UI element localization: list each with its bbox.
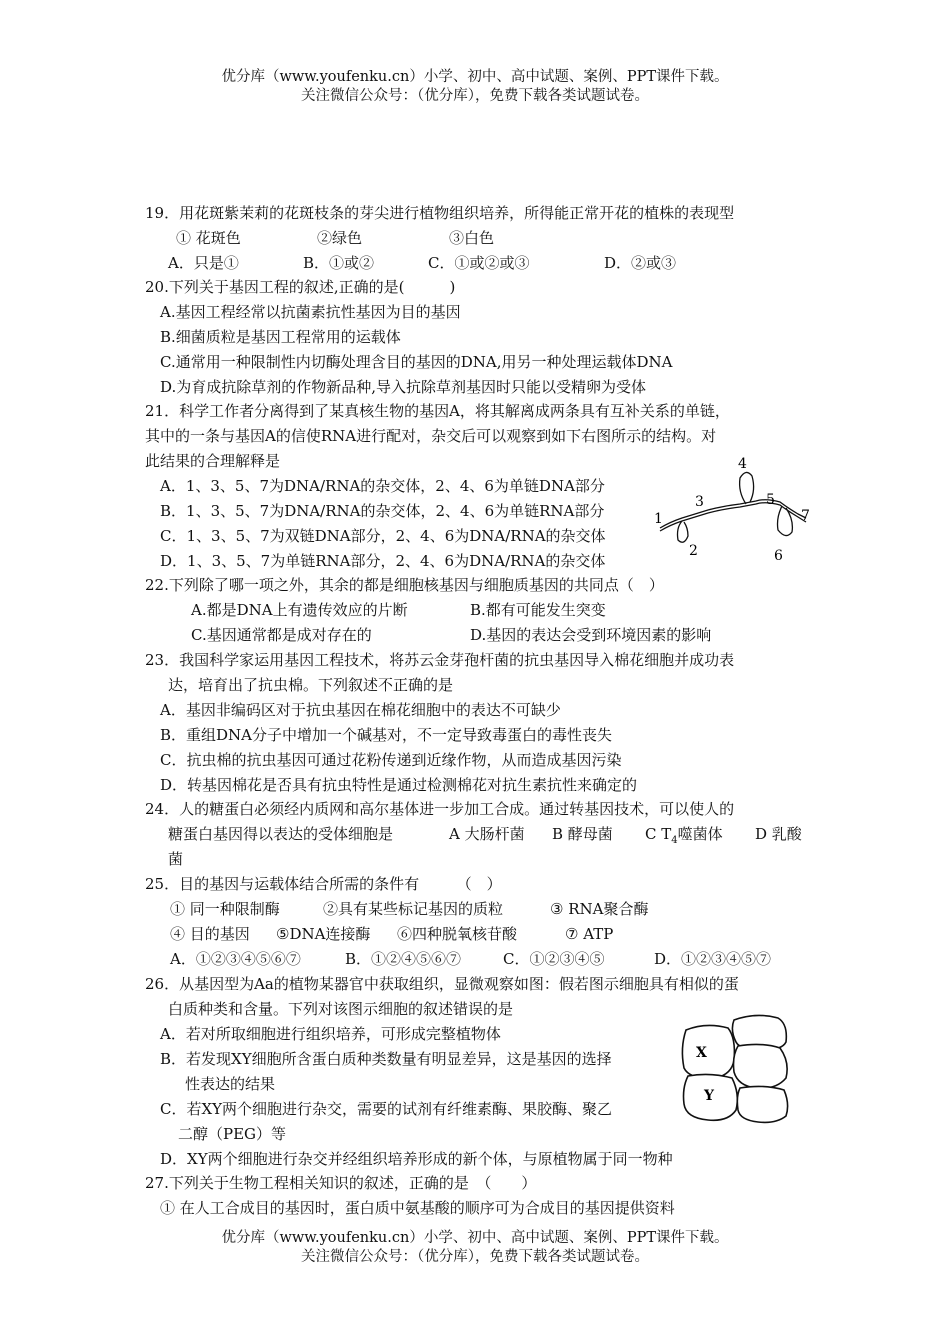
q21-option-d: D．1、3、5、7为单链RNA部分，2、4、6为DNA/RNA的杂交体 xyxy=(160,552,606,570)
q23-option-d: D．转基因棉花是否具有抗虫特性是通过检测棉花对抗生素抗性来确定的 xyxy=(160,776,638,794)
q21-stem-line-1: 21．科学工作者分离得到了某真核生物的基因A，将其解离成两条具有互补关系的单链， xyxy=(145,402,730,420)
q24-option-d-wrap: 菌 xyxy=(168,850,184,868)
q24-stem-line-2: 糖蛋白基因得以表达的受体细胞是 xyxy=(168,825,394,843)
q22-stem: 22.下列除了哪一项之外，其余的都是细胞核基因与细胞质基因的共同点（ ） xyxy=(145,576,664,594)
q19-option-d: D．②或③ xyxy=(604,254,677,272)
q21-option-c: C．1、3、5、7为双链DNA部分，2、4、6为DNA/RNA的杂交体 xyxy=(160,527,606,545)
q25-item-5: ⑤DNA连接酶 xyxy=(276,925,371,943)
figure-label-2: 2 xyxy=(689,543,698,559)
q19-item-1: ① 花斑色 xyxy=(176,229,241,247)
q24-option-a: A 大肠杆菌 xyxy=(449,825,525,843)
figure-label-3: 3 xyxy=(695,494,704,510)
page-footer xyxy=(0,1229,950,1267)
q24-option-c-prefix: C T xyxy=(645,825,672,843)
q25-option-b: B．①②④⑤⑥⑦ xyxy=(345,950,462,968)
q27-item-1: ① 在人工合成目的基因时，蛋白质中氨基酸的顺序可为合成目的基因提供资料 xyxy=(160,1199,675,1217)
q19-option-b: B．①或② xyxy=(303,254,375,272)
q25-option-a: A．①②③④⑤⑥⑦ xyxy=(170,950,301,968)
q22-option-d: D.基因的表达会受到环境因素的影响 xyxy=(470,626,712,644)
q24-option-c-subscript: 4 xyxy=(671,835,678,846)
q19-option-a: A．只是① xyxy=(168,254,239,272)
header-line-1: 优分库（www.youfenku.cn）小学、初中、高中试题、案例、PPT课件下载。 xyxy=(221,69,729,85)
footer-line-2: 关注微信公众号：（优分库），免费下载各类试题试卷。 xyxy=(301,1249,649,1265)
q25-stem: 25．目的基因与运载体结合所需的条件有 （ ） xyxy=(145,875,502,893)
q25-item-7: ⑦ ATP xyxy=(565,925,614,943)
q20-stem: 20.下列关于基因工程的叙述,正确的是( ) xyxy=(145,278,456,296)
figure-label-7: 7 xyxy=(801,508,810,524)
q26-stem-line-2: 白质种类和含量。下列对该图示细胞的叙述错误的是 xyxy=(168,1000,514,1018)
footer-line-1: 优分库（www.youfenku.cn）小学、初中、高中试题、案例、PPT课件下载。 xyxy=(221,1230,729,1246)
hybrid-structure-figure xyxy=(648,448,820,570)
q23-option-c: C．抗虫棉的抗虫基因可通过花粉传递到近缘作物，从而造成基因污染 xyxy=(160,751,622,769)
figure-label-6: 6 xyxy=(774,548,783,564)
q19-option-c: C．①或②或③ xyxy=(428,254,530,272)
cell-label-x: X xyxy=(696,1045,707,1061)
q20-option-b: B.细菌质粒是基因工程常用的运载体 xyxy=(160,328,401,346)
q24-option-d: D 乳酸 xyxy=(755,825,802,843)
q25-option-d: D．①②③④⑤⑦ xyxy=(654,950,772,968)
figure-label-5: 5 xyxy=(766,492,775,508)
q22-option-b: B.都有可能发生突变 xyxy=(470,601,606,619)
page-header xyxy=(0,68,950,106)
q21-option-b: B．1、3、5、7为DNA/RNA的杂交体，2、4、6为单链RNA部分 xyxy=(160,502,605,520)
q20-option-c: C.通常用一种限制性内切酶处理含目的基因的DNA,用另一种处理运载体DNA xyxy=(160,353,673,371)
q26-option-b-line-1: B．若发现XY细胞所含蛋白质种类数量有明显差异，这是基因的选择 xyxy=(160,1050,612,1068)
q22-option-c: C.基因通常都是成对存在的 xyxy=(191,626,372,644)
q25-item-1: ① 同一种限制酶 xyxy=(170,900,280,918)
q26-option-c-line-1: C．若XY两个细胞进行杂交，需要的试剂有纤维素酶、果胶酶、聚乙 xyxy=(160,1100,613,1118)
q23-option-a: A．基因非编码区对于抗虫基因在棉花细胞中的表达不可缺少 xyxy=(160,701,561,719)
q24-option-b: B 酵母菌 xyxy=(552,825,613,843)
q19-stem: 19．用花斑紫茉莉的花斑枝条的芽尖进行植物组织培养，所得能正常开花的植株的表现型 xyxy=(145,204,735,222)
q21-stem-line-2: 其中的一条与基因A的信使RNA进行配对，杂交后可以观察到如下右图所示的结构。对 xyxy=(145,427,717,445)
q22-option-a: A.都是DNA上有遗传效应的片断 xyxy=(191,601,408,619)
q23-stem-line-2: 达，培育出了抗虫棉。下列叙述不正确的是 xyxy=(168,676,454,694)
q24-option-c xyxy=(645,824,723,851)
q26-option-c-line-2: 二醇（PEG）等 xyxy=(178,1125,287,1143)
q24-option-c-suffix: 噬菌体 xyxy=(677,825,723,843)
q21-option-a: A．1、3、5、7为DNA/RNA的杂交体，2、4、6为单链DNA部分 xyxy=(160,477,605,495)
cell-outlines xyxy=(682,1015,787,1122)
q20-option-d: D.为育成抗除草剂的作物新品种,导入抗除草剂基因时只能以受精卵为受体 xyxy=(160,378,647,396)
q24-stem-line-1: 24．人的糖蛋白必须经内质网和高尔基体进一步加工合成。通过转基因技术，可以使人的 xyxy=(145,800,735,818)
q20-option-a: A.基因工程经常以抗菌素抗性基因为目的基因 xyxy=(160,303,461,321)
q21-stem-line-3: 此结果的合理解释是 xyxy=(145,452,281,470)
q19-item-2: ②绿色 xyxy=(317,229,363,247)
q26-stem-line-1: 26．从基因型为Aa的植物某器官中获取组织，显微观察如图：假若图示细胞具有相似的蛋 xyxy=(145,975,739,993)
q27-stem: 27.下列关于生物工程相关知识的叙述，正确的是 （ ） xyxy=(145,1174,537,1192)
q26-option-b-line-2: 性表达的结果 xyxy=(185,1075,276,1093)
header-line-2: 关注微信公众号：（优分库），免费下载各类试题试卷。 xyxy=(301,88,649,104)
plant-cell-figure xyxy=(676,1010,796,1126)
q23-stem-line-1: 23．我国科学家运用基因工程技术，将苏云金芽孢杆菌的抗虫基因导入棉花细胞并成功表 xyxy=(145,651,735,669)
q25-item-2: ②具有某些标记基因的质粒 xyxy=(323,900,504,918)
cell-label-y: Y xyxy=(704,1088,714,1104)
q26-option-a: A．若对所取细胞进行组织培养，可形成完整植物体 xyxy=(160,1025,501,1043)
figure-label-4: 4 xyxy=(738,456,747,472)
figure-label-1: 1 xyxy=(654,511,663,527)
q25-option-c: C．①②③④⑤ xyxy=(503,950,605,968)
q23-option-b: B．重组DNA分子中增加一个碱基对，不一定导致毒蛋白的毒性丧失 xyxy=(160,726,613,744)
q19-item-3: ③白色 xyxy=(449,229,495,247)
q25-item-6: ⑥四种脱氧核苷酸 xyxy=(397,925,518,943)
hybrid-strands xyxy=(660,472,806,542)
q26-option-d: D．XY两个细胞进行杂交并经组织培养形成的新个体，与原植物属于同一物种 xyxy=(160,1150,673,1168)
q25-item-4: ④ 目的基因 xyxy=(170,925,250,943)
q25-item-3: ③ RNA聚合酶 xyxy=(550,900,649,918)
